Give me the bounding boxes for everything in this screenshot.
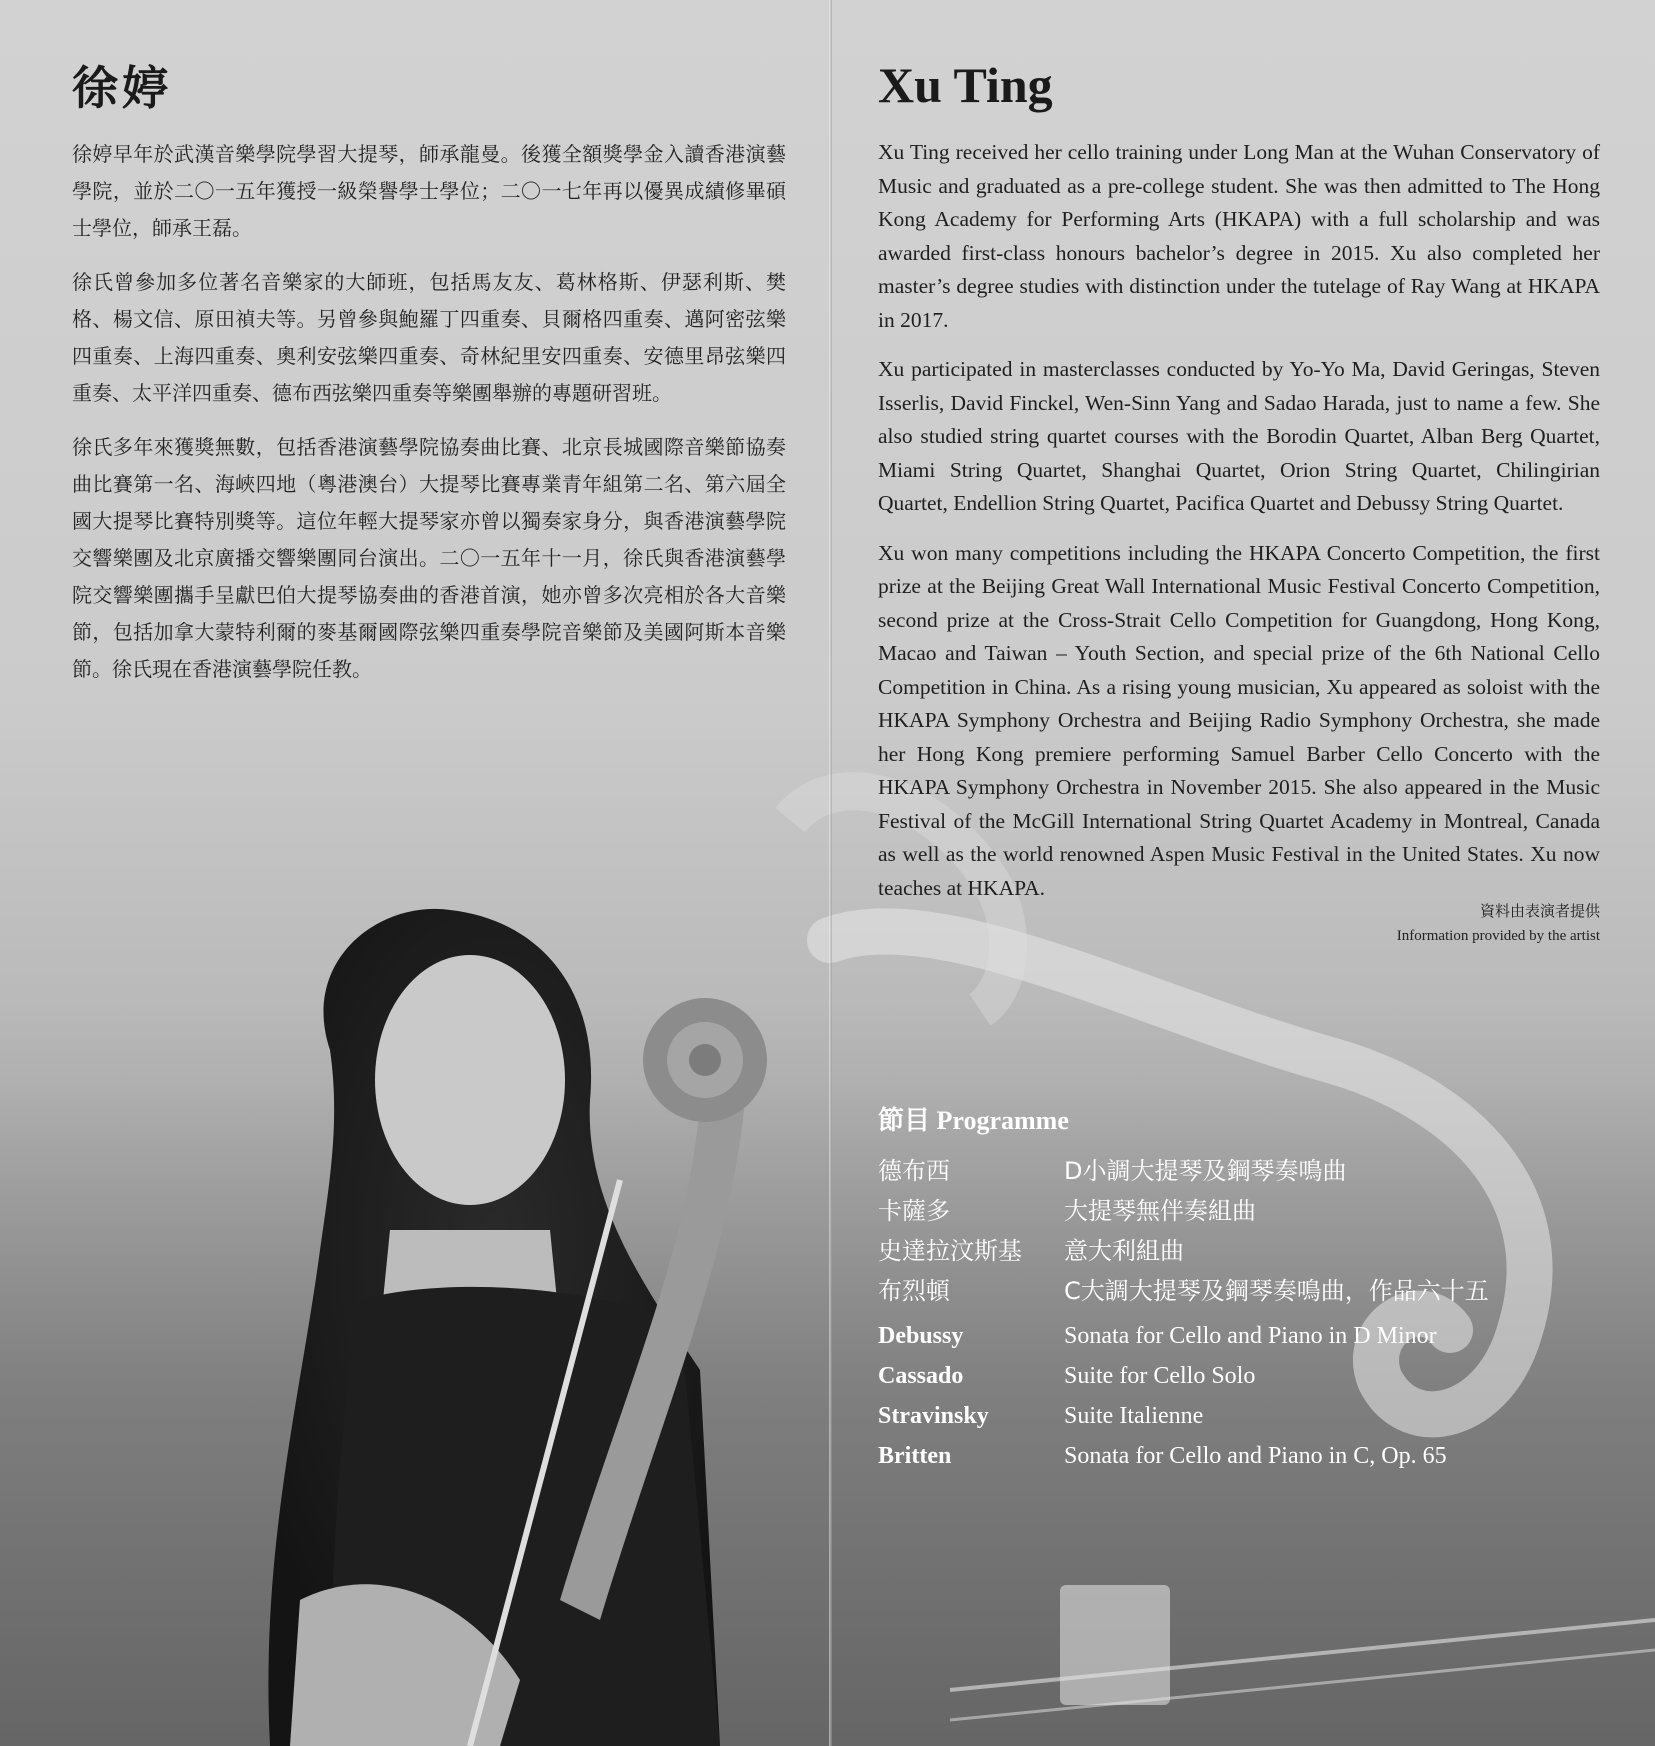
information-credit [1397, 898, 1600, 948]
english-paragraph: Xu won many competitions including the HKAPA Concerto Competition, the first prize at the Beijing Great Wall International Music Festival Concerto Competition, second prize at the Cross-Strait Cello Competition for Guangdong, Hong Kong, Macao and Taiwan – Youth Section, and special prize of the 6th National Cello Competition in China. As a rising young musician, Xu appeared as soloist with the HKAPA Symphony Orchestra and Beijing Radio Symphony Orchestra, she made her Hong Kong premiere performing Samuel Barber Cello Concerto with the HKAPA Symphony Orchestra in November 2015. She also appeared in the Music Festival of the McGill International String Quartet Academy in Montreal, Canada as well as the world renowned Aspen Music Festival in the United States. Xu now teaches at HKAPA. [878, 540, 1600, 900]
work-title: 大提琴無伴奏組曲 [1064, 1197, 1256, 1225]
chinese-paragraph: 徐氏多年來獲獎無數，包括香港演藝學院協奏曲比賽、北京長城國際音樂節協奏曲比賽第一名、海峽四地（粵港澳台）大提琴比賽專業青年組第二名、第六屆全國大提琴比賽特別獎等。這位年輕大提琴家亦曾以獨奏家身分，與香港演藝學院交響樂團及北京廣播交響樂團同台演出。二〇一五年十一月，徐氏與香港演藝學院交響樂團攜手呈獻巴伯大提琴協奏曲的香港首演，她亦曾多次亮相於各大音樂節，包括加拿大蒙特利爾的麥基爾國際弦樂四重奏學院音樂節及美國阿斯本音樂節。徐氏現在香港演藝學院任教。 [72, 435, 786, 681]
programme-heading-chinese: 節目 [878, 1106, 931, 1136]
chinese-artist-name: 徐婷 [72, 61, 172, 115]
work-title: C大調大提琴及鋼琴奏鳴曲，作品六十五 [1064, 1277, 1489, 1305]
composer-name: 史達拉汶斯基 [878, 1237, 1022, 1265]
work-title: Sonata for Cello and Piano in D Minor [1064, 1323, 1437, 1349]
chinese-paragraph: 徐氏曾參加多位著名音樂家的大師班，包括馬友友、葛林格斯、伊瑟利斯、樊格、楊文信、原田禎夫等。另曾參與鮑羅丁四重奏、貝爾格四重奏、邁阿密弦樂四重奏、上海四重奏、奧利安弦樂四重奏、奇林紀里安四重奏、安德里昂弦樂四重奏、太平洋四重奏、德布西弦樂四重奏等樂團舉辦的專題研習班。 [72, 270, 786, 405]
programme-item [878, 1363, 1618, 1403]
work-title: Suite for Cello Solo [1064, 1363, 1256, 1389]
programme-item [878, 1443, 1618, 1483]
work-title: Suite Italienne [1064, 1403, 1204, 1429]
composer-name: 布烈頓 [878, 1277, 950, 1305]
programme-item [878, 1271, 1618, 1311]
programme-item [878, 1323, 1618, 1363]
programme-item [878, 1151, 1618, 1191]
programme-list-chinese [878, 1151, 1618, 1311]
english-paragraph: Xu participated in masterclasses conducted by Yo-Yo Ma, David Geringas, Steven Isserlis, David Finckel, Wen-Sinn Yang and Sadao Harada, just to name a few. She also studied string quartet courses with the Borodin Quartet, Alban Berg Quartet, Miami String Quartet, Shanghai Quartet, Orion String Quartet, Chilingirian Quartet, Endellion String Quartet, Pacifica Quartet and Debussy String Quartet. [878, 357, 1600, 515]
composer-name: Cassado [878, 1363, 964, 1389]
english-paragraph: Xu Ting received her cello training under Long Man at the Wuhan Conservatory of Music and graduated as a pre-college student. She was then admitted to The Hong Kong Academy for Performing Arts (HKAPA) with a full scholarship and was awarded first-class honours bachelor’s degree in 2015. Xu also completed her master’s degree studies with distinction under the tutelage of Ray Wang at HKAPA in 2017. [878, 140, 1600, 332]
work-title: 意大利組曲 [1064, 1237, 1184, 1265]
composer-name: Britten [878, 1443, 952, 1469]
programme-item [878, 1191, 1618, 1231]
chinese-biography-text [72, 136, 786, 705]
composer-name: 卡薩多 [878, 1197, 950, 1225]
programme-section [878, 1100, 1618, 1483]
composer-name: Stravinsky [878, 1403, 989, 1429]
programme-list-english [878, 1323, 1618, 1483]
work-title: Sonata for Cello and Piano in C, Op. 65 [1064, 1443, 1447, 1469]
composer-name: 德布西 [878, 1157, 950, 1185]
chinese-paragraph: 徐婷早年於武漢音樂學院學習大提琴，師承龍曼。後獲全額獎學金入讀香港演藝學院，並於二〇一五年獲授一級榮譽學士學位；二〇一七年再以優異成績修畢碩士學位，師承王磊。 [72, 142, 786, 240]
programme-item [878, 1231, 1618, 1271]
work-title: D小調大提琴及鋼琴奏鳴曲 [1064, 1157, 1347, 1185]
english-biography-text [878, 136, 1600, 921]
english-artist-name: Xu Ting [878, 57, 1053, 113]
programme-heading [878, 1100, 1618, 1137]
programme-heading-english: Programme [936, 1106, 1069, 1135]
programme-item [878, 1403, 1618, 1443]
composer-name: Debussy [878, 1323, 964, 1349]
credit-english: Information provided by the artist [1396, 928, 1600, 944]
credit-chinese: 資料由表演者提供 [1479, 902, 1600, 920]
